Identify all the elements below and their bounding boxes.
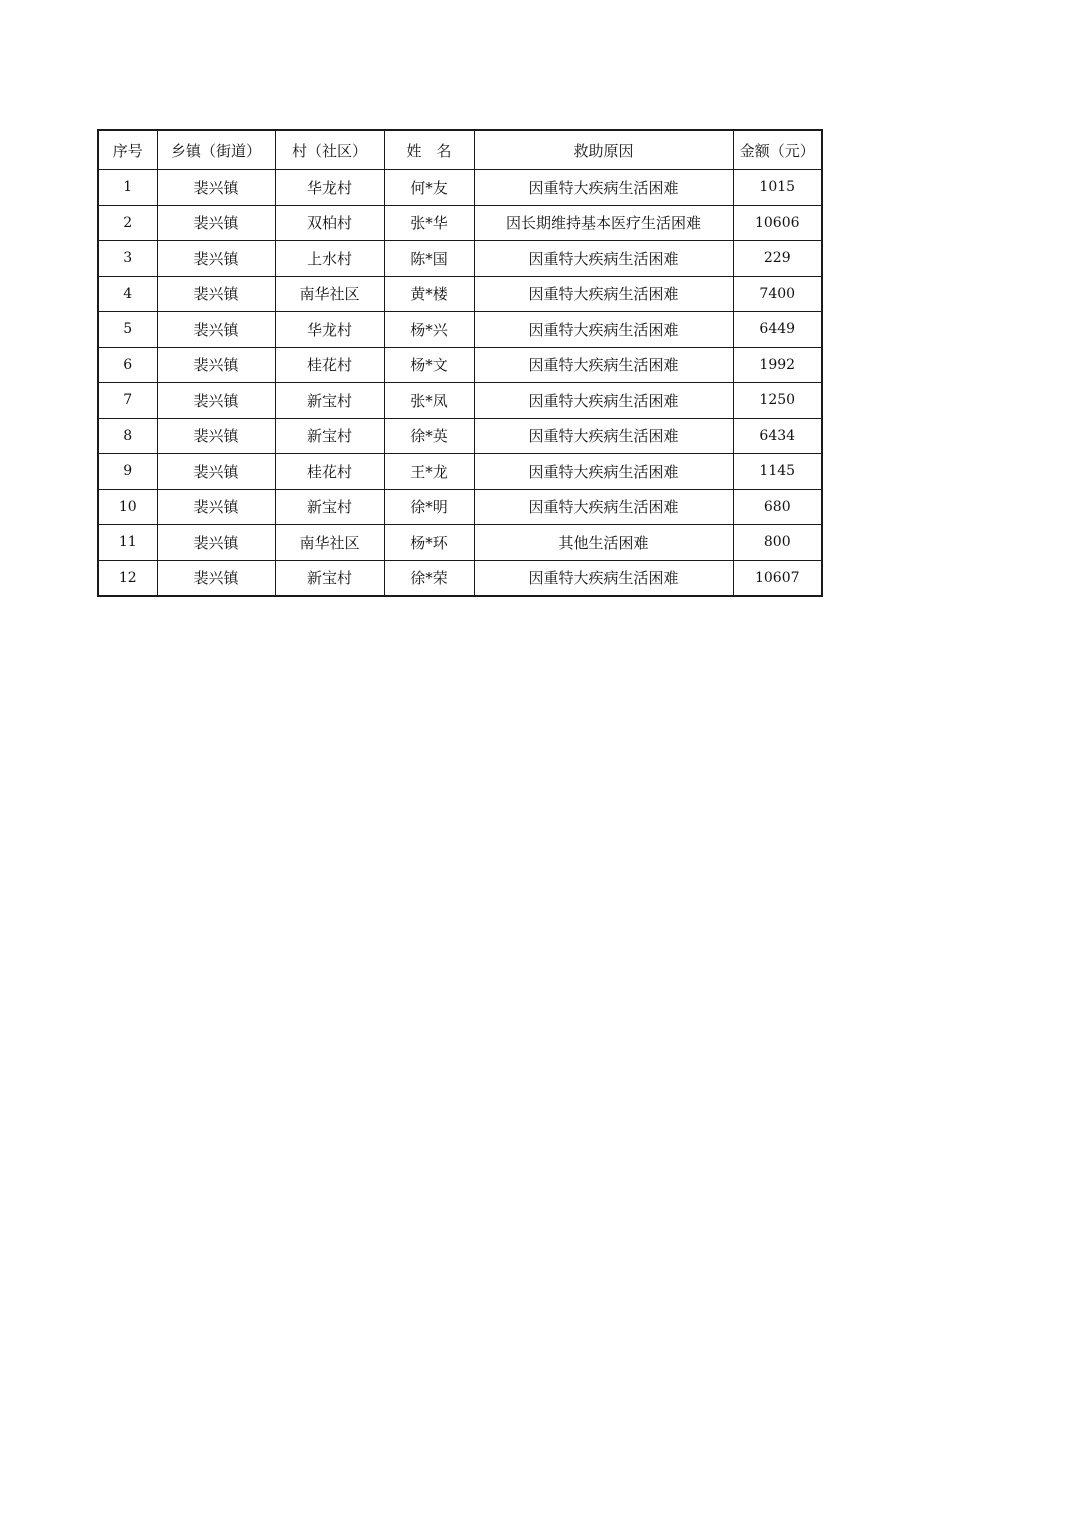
cell-village: 新宝村 <box>275 418 384 454</box>
cell-name: 张*凤 <box>384 383 474 419</box>
cell-name: 张*华 <box>384 205 474 241</box>
cell-amount: 1992 <box>733 347 822 383</box>
cell-village: 华龙村 <box>275 312 384 348</box>
cell-village: 南华社区 <box>275 525 384 561</box>
cell-reason: 其他生活困难 <box>474 525 733 561</box>
cell-town: 裴兴镇 <box>157 454 275 490</box>
cell-village: 新宝村 <box>275 560 384 596</box>
cell-village: 华龙村 <box>275 170 384 206</box>
cell-name: 何*友 <box>384 170 474 206</box>
cell-amount: 1250 <box>733 383 822 419</box>
cell-village: 南华社区 <box>275 276 384 312</box>
header-reason: 救助原因 <box>474 130 733 170</box>
cell-reason: 因重特大疾病生活困难 <box>474 383 733 419</box>
cell-name: 王*龙 <box>384 454 474 490</box>
cell-amount: 10606 <box>733 205 822 241</box>
cell-amount: 6449 <box>733 312 822 348</box>
header-amount: 金额（元） <box>733 130 822 170</box>
table-row <box>98 205 822 241</box>
cell-name: 徐*明 <box>384 489 474 525</box>
header-name: 姓 名 <box>384 130 474 170</box>
cell-village: 新宝村 <box>275 489 384 525</box>
cell-town: 裴兴镇 <box>157 560 275 596</box>
cell-town: 裴兴镇 <box>157 205 275 241</box>
cell-reason: 因长期维持基本医疗生活困难 <box>474 205 733 241</box>
cell-index: 8 <box>98 418 157 454</box>
cell-amount: 7400 <box>733 276 822 312</box>
cell-amount: 680 <box>733 489 822 525</box>
cell-town: 裴兴镇 <box>157 383 275 419</box>
table-row <box>98 454 822 490</box>
table-row <box>98 383 822 419</box>
cell-reason: 因重特大疾病生活困难 <box>474 312 733 348</box>
table-row <box>98 241 822 277</box>
cell-town: 裴兴镇 <box>157 170 275 206</box>
cell-name: 徐*英 <box>384 418 474 454</box>
table-row <box>98 560 822 596</box>
relief-table-container <box>97 129 823 597</box>
table-row <box>98 312 822 348</box>
cell-index: 6 <box>98 347 157 383</box>
cell-index: 3 <box>98 241 157 277</box>
cell-town: 裴兴镇 <box>157 418 275 454</box>
table-header-row <box>98 130 822 170</box>
cell-index: 10 <box>98 489 157 525</box>
table-row <box>98 276 822 312</box>
table-row <box>98 347 822 383</box>
cell-index: 5 <box>98 312 157 348</box>
table-row <box>98 170 822 206</box>
cell-village: 新宝村 <box>275 383 384 419</box>
cell-village: 桂花村 <box>275 454 384 490</box>
cell-name: 陈*国 <box>384 241 474 277</box>
cell-village: 桂花村 <box>275 347 384 383</box>
cell-reason: 因重特大疾病生活困难 <box>474 454 733 490</box>
cell-reason: 因重特大疾病生活困难 <box>474 560 733 596</box>
table-row <box>98 489 822 525</box>
cell-town: 裴兴镇 <box>157 276 275 312</box>
table-body <box>98 170 822 597</box>
cell-amount: 1015 <box>733 170 822 206</box>
cell-index: 9 <box>98 454 157 490</box>
cell-amount: 229 <box>733 241 822 277</box>
cell-name: 徐*荣 <box>384 560 474 596</box>
relief-table <box>97 129 823 597</box>
table-row <box>98 418 822 454</box>
cell-village: 上水村 <box>275 241 384 277</box>
cell-reason: 因重特大疾病生活困难 <box>474 170 733 206</box>
cell-amount: 10607 <box>733 560 822 596</box>
cell-reason: 因重特大疾病生活困难 <box>474 418 733 454</box>
cell-index: 1 <box>98 170 157 206</box>
header-town: 乡镇（街道） <box>157 130 275 170</box>
cell-reason: 因重特大疾病生活困难 <box>474 489 733 525</box>
cell-reason: 因重特大疾病生活困难 <box>474 241 733 277</box>
cell-amount: 1145 <box>733 454 822 490</box>
cell-town: 裴兴镇 <box>157 489 275 525</box>
cell-reason: 因重特大疾病生活困难 <box>474 347 733 383</box>
cell-name: 杨*兴 <box>384 312 474 348</box>
cell-town: 裴兴镇 <box>157 347 275 383</box>
cell-index: 2 <box>98 205 157 241</box>
cell-index: 7 <box>98 383 157 419</box>
cell-name: 杨*环 <box>384 525 474 561</box>
cell-town: 裴兴镇 <box>157 241 275 277</box>
cell-amount: 6434 <box>733 418 822 454</box>
cell-name: 杨*文 <box>384 347 474 383</box>
header-village: 村（社区） <box>275 130 384 170</box>
cell-name: 黄*楼 <box>384 276 474 312</box>
cell-index: 4 <box>98 276 157 312</box>
cell-index: 11 <box>98 525 157 561</box>
cell-town: 裴兴镇 <box>157 312 275 348</box>
cell-amount: 800 <box>733 525 822 561</box>
cell-town: 裴兴镇 <box>157 525 275 561</box>
cell-reason: 因重特大疾病生活困难 <box>474 276 733 312</box>
cell-index: 12 <box>98 560 157 596</box>
cell-village: 双柏村 <box>275 205 384 241</box>
header-index: 序号 <box>98 130 157 170</box>
table-row <box>98 525 822 561</box>
